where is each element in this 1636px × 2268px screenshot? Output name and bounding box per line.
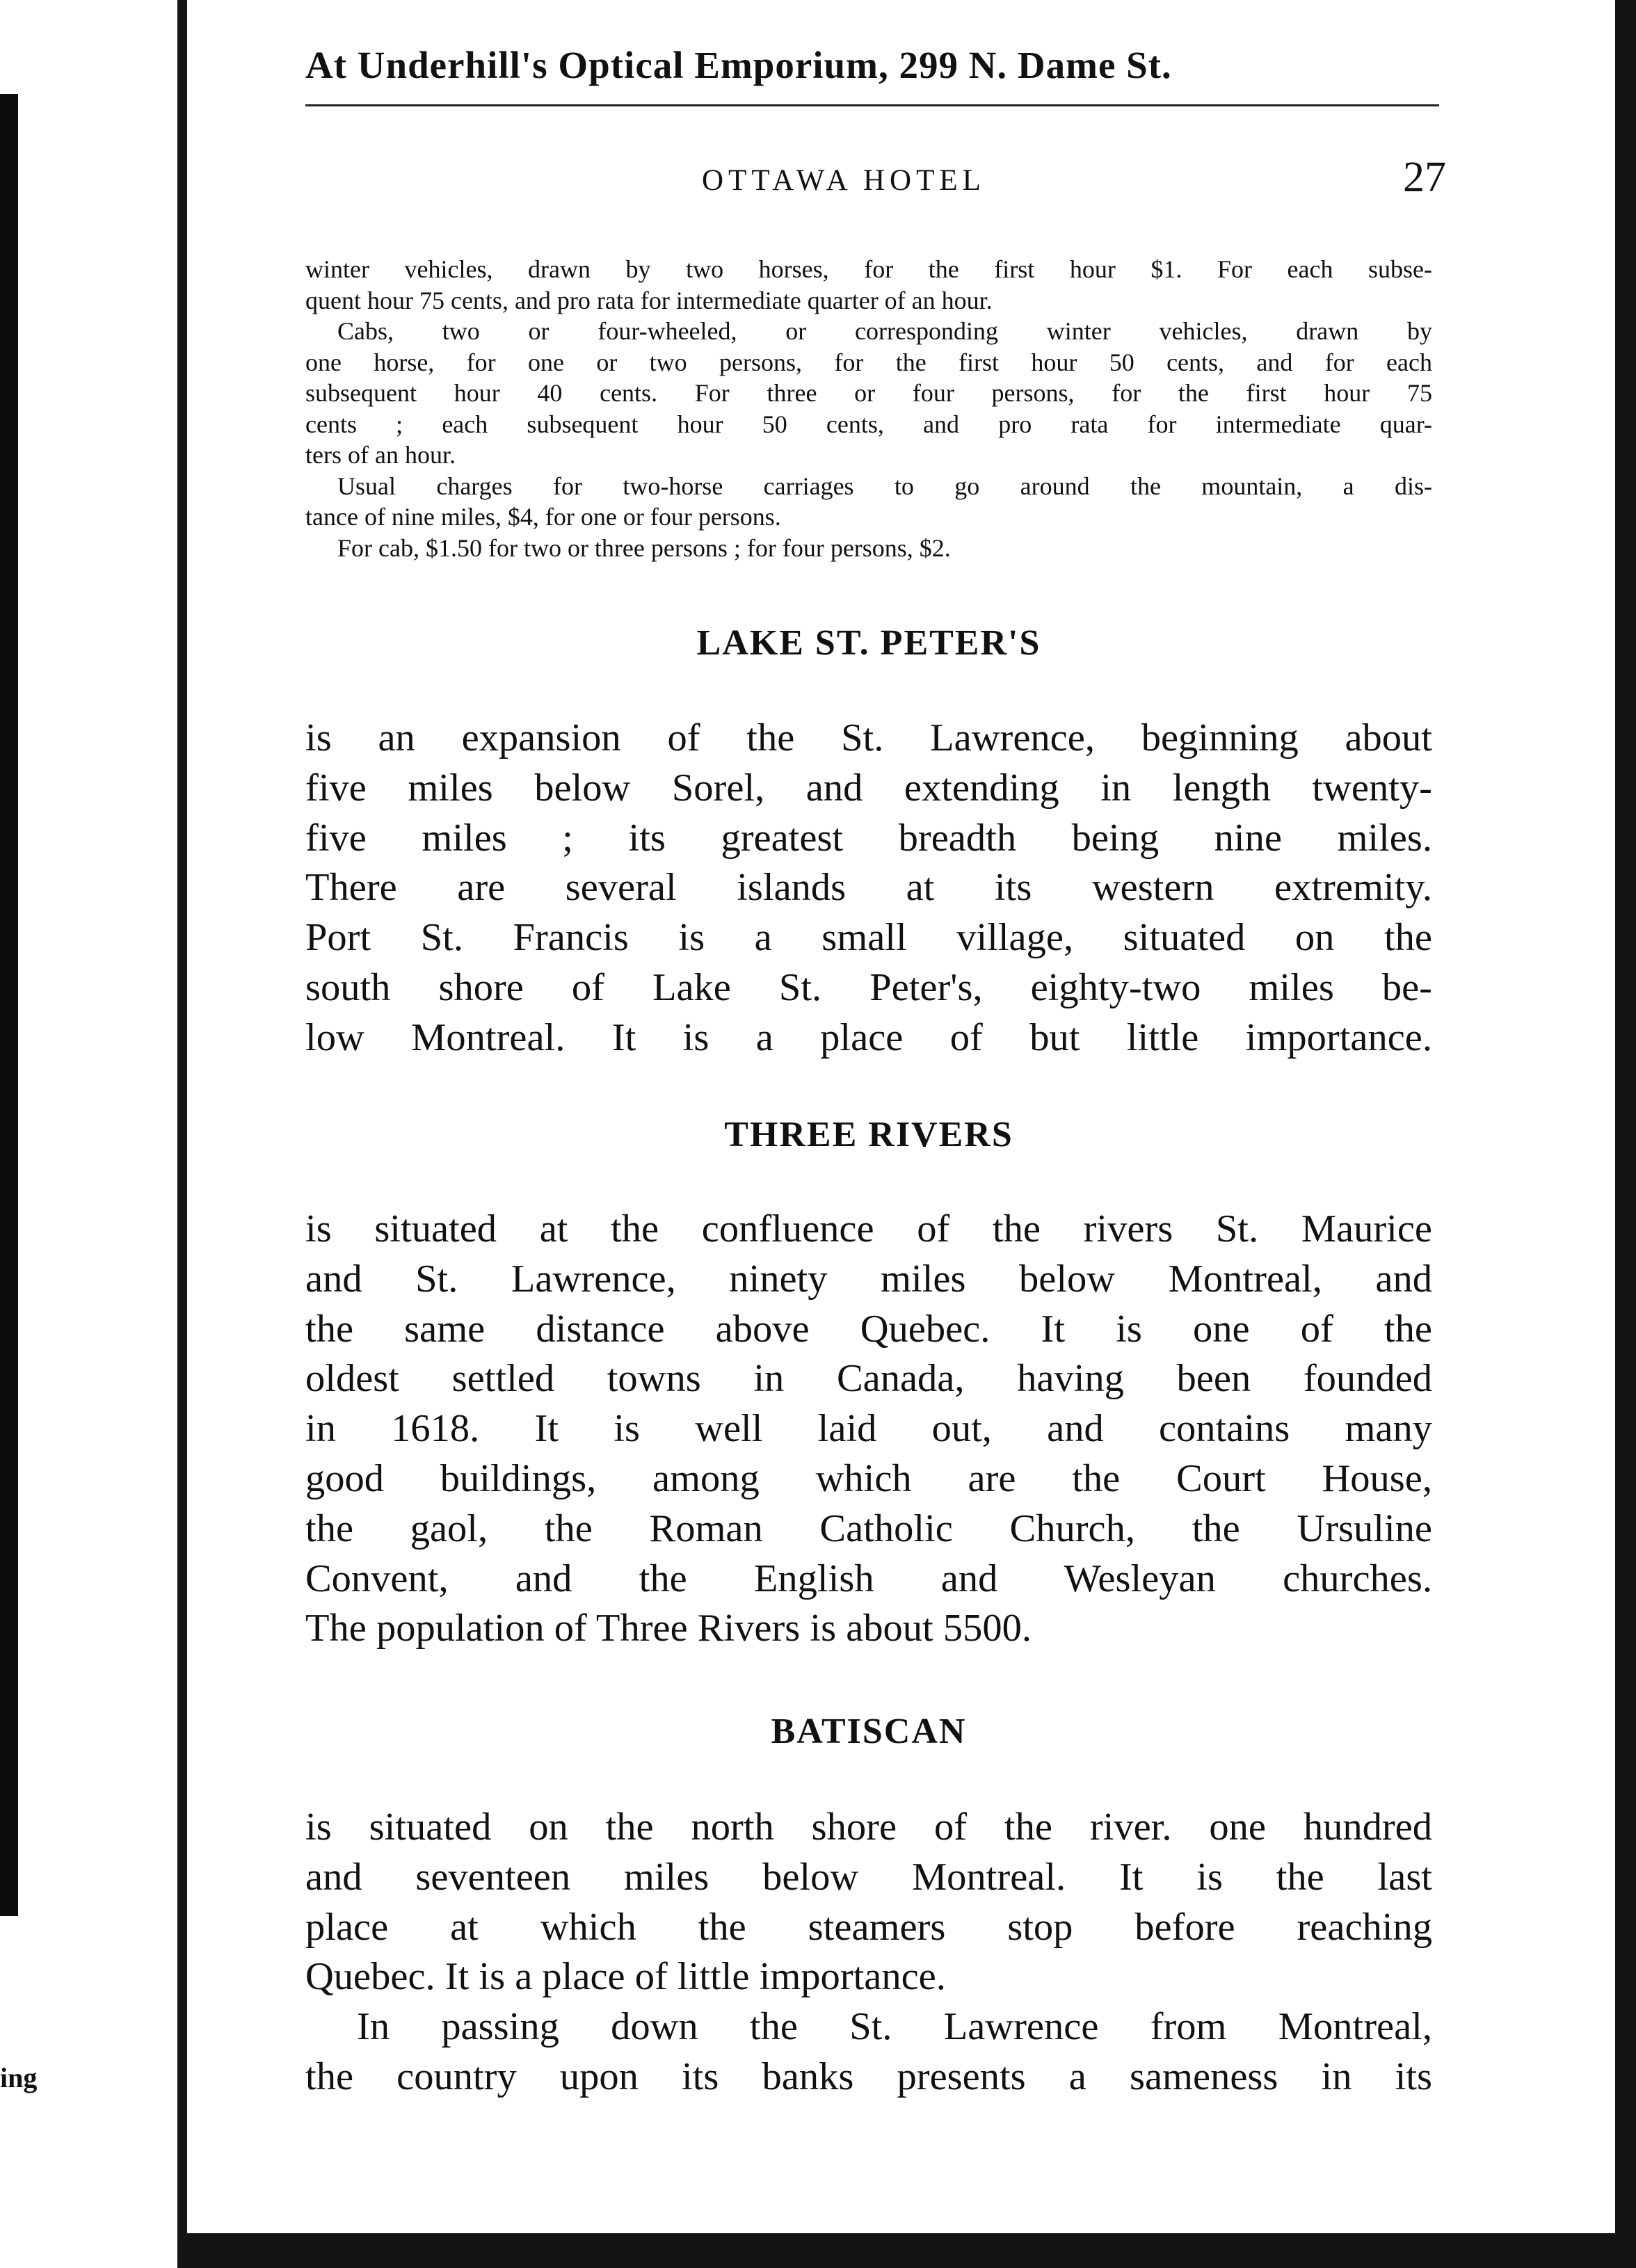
book-spine [177,0,187,2268]
text-line: and seventeen miles below Montreal. It is the last [305,1855,1432,1899]
text-line: in 1618. It is well laid out, and contains many [305,1407,1432,1451]
text-line: Convent, and the English and Wesleyan churches. [305,1557,1432,1600]
section-body [305,1803,1432,2102]
section-heading: BATISCAN [771,1712,967,1751]
text-line: good buildings, among which are the Court House, [305,1456,1432,1500]
text-line: In passing down the St. Lawrence from Montreal, [357,2005,1432,2049]
adjacent-page-fragment: ing [0,2062,38,2093]
text-line: place at which the steamers stop before reaching [305,1905,1432,1949]
fare-line: ters of an hour. [305,441,456,469]
text-line: south shore of Lake St. Peter's, eighty-two miles be- [305,965,1432,1009]
section-body [305,714,1432,1063]
fare-line: For cab, $1.50 for two or three persons ; for four persons, $2. [337,533,951,562]
running-head: OTTAWA HOTEL [702,164,986,197]
text-line: is situated at the confluence of the rivers St. Maurice [305,1207,1432,1250]
advertisement-header: At Underhill's Optical Emporium, 299 N. Dame St. [305,44,1172,86]
text-line: five miles ; its greatest breadth being nine miles. [305,816,1432,860]
fare-line: one horse, for one or two persons, for the first hour 50 cents, and for each [305,348,1432,376]
adjacent-page-edge [0,94,18,1916]
fare-line: tance of nine miles, $4, for one or four persons. [305,503,781,531]
fare-line: Usual charges for two-horse carriages to go around the mountain, a dis- [337,472,1432,500]
section-heading: LAKE ST. PETER'S [696,623,1041,663]
fare-line: subsequent hour 40 cents. For three or four persons, for the first hour 75 [305,379,1432,407]
text-line: the gaol, the Roman Catholic Church, the Ursuline [305,1506,1432,1550]
fares-paragraphs [305,254,1432,563]
text-line: five miles below Sorel, and extending in length twenty- [305,766,1432,810]
header-rule [305,104,1439,106]
section-body [305,1205,1432,1654]
text-line: Port St. Francis is a small village, situated on the [305,916,1432,960]
page-bottom-edge [177,2233,1636,2268]
left-margin [0,0,177,2268]
text-line: is an expansion of the St. Lawrence, beginning about [305,716,1432,759]
fare-line: quent hour 75 cents, and pro rata for intermediate quarter of an hour. [305,286,993,314]
text-line: and St. Lawrence, ninety miles below Montreal, and [305,1257,1432,1301]
text-line: oldest settled towns in Canada, having been founded [305,1357,1432,1401]
text-line: There are several islands at its western extremity. [305,866,1432,910]
text-line: The population of Three Rivers is about 5500. [305,1607,1032,1650]
text-line: the same distance above Quebec. It is one of the [305,1307,1432,1351]
text-line: the country upon its banks presents a sameness in its [305,2054,1432,2098]
fare-line: winter vehicles, drawn by two horses, for the first hour $1. For each subse- [305,255,1432,283]
page-right-edge [1615,0,1636,2268]
fare-line: Cabs, two or four-wheeled, or corresponding winter vehicles, drawn by [337,317,1432,345]
text-line: Quebec. It is a place of little importance. [305,1955,946,1999]
text-line: low Montreal. It is a place of but little importance. [305,1015,1432,1059]
book-page [187,0,1615,2233]
fare-line: cents ; each subsequent hour 50 cents, and pro rata for intermediate quar- [305,410,1432,438]
text-line: is situated on the north shore of the river. one hundred [305,1805,1432,1849]
section-heading: THREE RIVERS [724,1115,1013,1155]
page-number: 27 [1403,154,1446,201]
